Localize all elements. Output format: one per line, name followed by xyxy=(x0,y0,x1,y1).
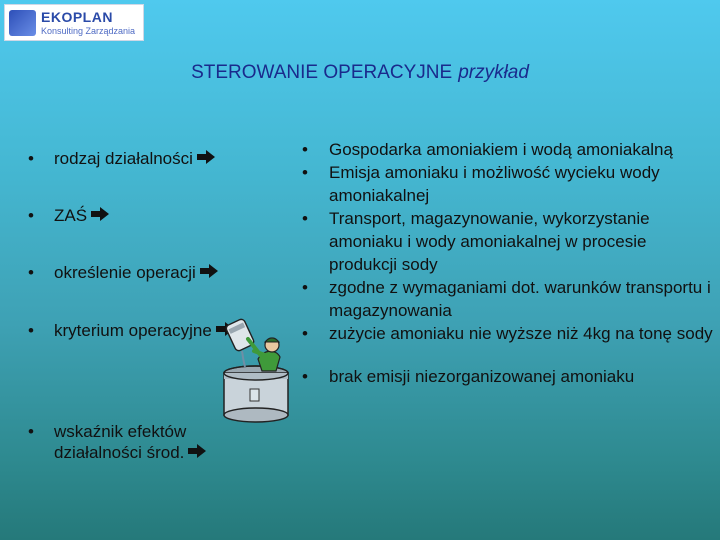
right-arrow-icon xyxy=(91,207,109,221)
right-item-3 xyxy=(298,207,718,276)
bullet: • xyxy=(302,278,308,297)
logo-subtitle: Konsulting Zarządzania xyxy=(41,26,136,36)
right-item-2 xyxy=(298,161,718,207)
bullet: • xyxy=(28,263,34,282)
bullet: • xyxy=(28,206,34,225)
right-bullet-list xyxy=(298,138,718,388)
right-arrow-icon xyxy=(197,150,215,164)
bullet: • xyxy=(28,422,34,441)
logo-name: EKOPLAN xyxy=(41,9,113,25)
pouring-tank-illustration xyxy=(218,315,298,425)
right-item-text: Transport, magazynowanie, wykorzystanie amoniaku i wody amoniakalnej w procesie produkcji sody xyxy=(329,209,650,274)
bullet: • xyxy=(28,149,34,168)
bullet: • xyxy=(302,367,308,386)
left-item-label: rodzaj działalności xyxy=(54,149,193,168)
right-item-text: zużycie amoniaku nie wyższe niż 4kg na tonę sody xyxy=(329,324,713,343)
bullet: • xyxy=(28,321,34,340)
left-item-label: kryterium operacyjne xyxy=(54,321,212,340)
right-item-text: Emisja amoniaku i możliwość wycieku wody amoniakalnej xyxy=(329,163,660,205)
right-item-text: Gospodarka amoniakiem i wodą amoniakalną xyxy=(329,140,673,159)
right-item-4 xyxy=(298,276,718,322)
bullet: • xyxy=(302,324,308,343)
right-arrow-icon xyxy=(188,444,206,458)
right-item-1 xyxy=(298,138,718,161)
spacer xyxy=(298,345,718,365)
left-item-label: ZAŚ xyxy=(54,206,88,225)
bullet: • xyxy=(302,140,308,159)
right-item-text: zgodne z wymaganiami dot. warunków transportu i magazynowania xyxy=(329,278,711,320)
bullet: • xyxy=(302,209,308,228)
bullet: • xyxy=(302,163,308,182)
right-item-text: brak emisji niezorganizowanej amoniaku xyxy=(329,367,635,386)
right-item-5 xyxy=(298,322,718,345)
title-main: STEROWANIE OPERACYJNE xyxy=(191,62,453,83)
left-bullet-list xyxy=(0,0,290,540)
left-item-label-line1: wskaźnik efektów xyxy=(54,422,187,441)
title-subtitle: przykład xyxy=(458,62,529,83)
left-item-label: określenie operacji xyxy=(54,263,196,282)
right-arrow-icon xyxy=(200,264,218,278)
right-item-6 xyxy=(298,365,718,388)
left-item-label-line2: działalności środ. xyxy=(54,443,185,462)
